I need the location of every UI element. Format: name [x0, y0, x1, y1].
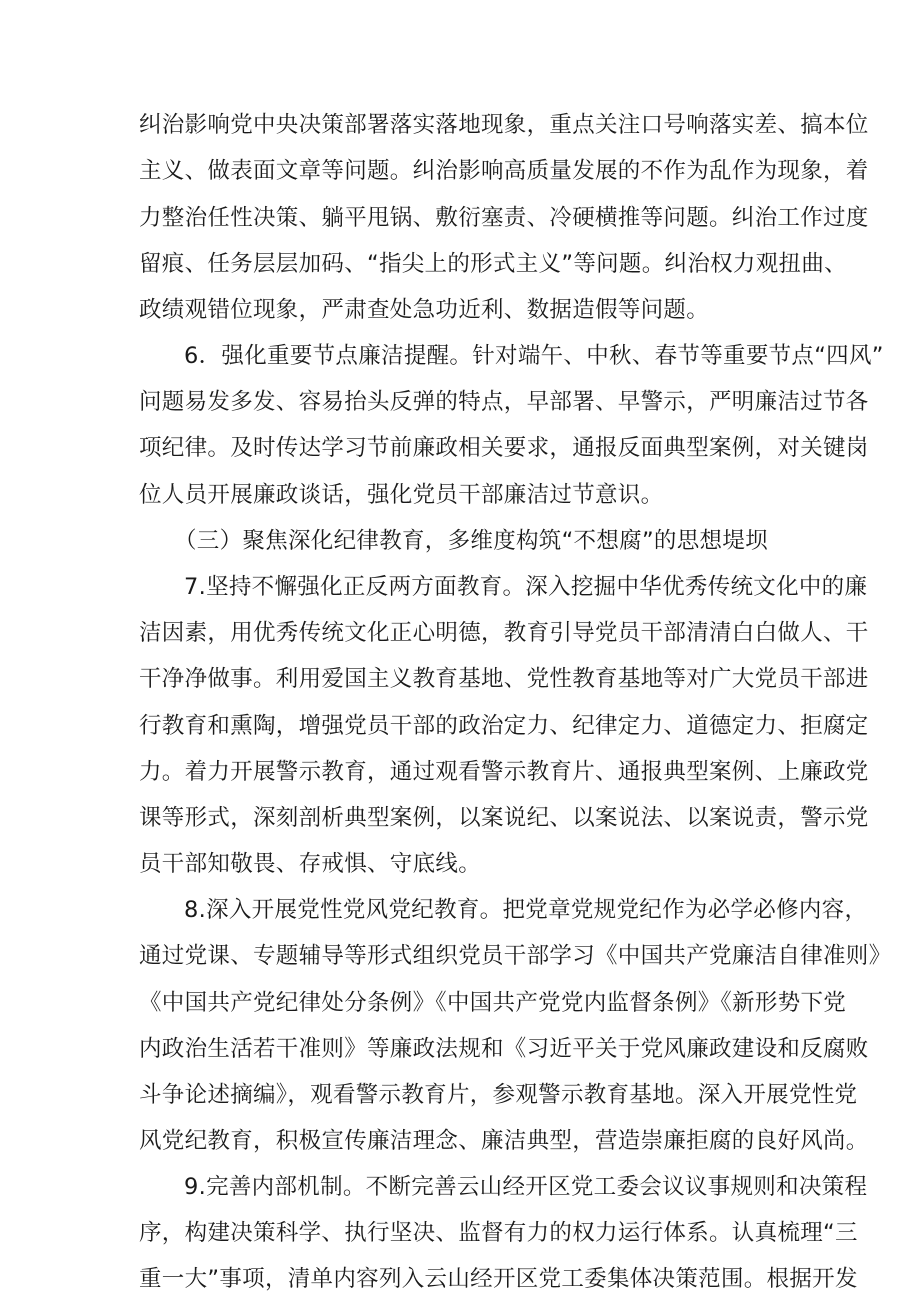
text-line-22: 斗争论述摘编》，观看警示教育片，参观警示教育基地。深入开展党性党 [139, 1082, 858, 1108]
text-line-14: 行教育和熏陶，增强党员干部的政治定力、纪律定力、道德定力、拒腐定 [139, 713, 869, 739]
text-line-26: 重一大”事项，清单内容列入云山经开区党工委集体决策范围。根据开发 [139, 1266, 858, 1292]
text-line-21: 内政治生活若干准则》等廉政法规和《习近平关于党风廉政建设和反腐败 [139, 1036, 869, 1062]
text-line-11: 7.坚持不懈强化正反两方面教育。深入挖掘中华优秀传统文化中的廉 [184, 574, 868, 600]
text-line-5: 政绩观错位现象，严肃查处急功近利、数据造假等问题。 [139, 297, 710, 323]
text-line-20: 《中国共产党纪律处分条例》《中国共产党党内监督条例》《新形势下党 [139, 990, 847, 1016]
text-line-17: 员干部知敬畏、存戒惧、守底线。 [139, 851, 482, 877]
text-line-4: 留痕、任务层层加码、“指尖上的形式主义”等问题。纠治权力观扭曲、 [139, 251, 847, 277]
text-line-23: 风党纪教育，积极宣传廉洁理念、廉洁典型，营造崇廉拒腐的良好风尚。 [139, 1128, 869, 1154]
text-line-9: 位人员开展廉政谈话，强化党员干部廉洁过节意识。 [139, 482, 664, 508]
text-line-2: 主义、做表面文章等问题。纠治影响高质量发展的不作为乱作为现象，着 [139, 158, 869, 184]
text-line-13: 干净净做事。利用爱国主义教育基地、党性教育基地等对广大党员干部进 [139, 666, 869, 692]
text-line-19: 通过党课、专题辅导等形式组织党员干部学习《中国共产党廉洁自律准则》 [139, 943, 892, 969]
text-line-1: 纠治影响党中央决策部署落实落地现象，重点关注口号响落实差、搞本位 [139, 112, 869, 138]
text-line-12: 洁因素，用优秀传统文化正心明德，教育引导党员干部清清白白做人、干 [139, 620, 869, 646]
text-line-24: 9.完善内部机制。不断完善云山经开区党工委会议议事规则和决策程 [184, 1174, 868, 1200]
text-line-8: 项纪律。及时传达学习节前廉政相关要求，通报反面典型案例，对关键岗 [139, 435, 869, 461]
text-line-15: 力。着力开展警示教育，通过观看警示教育片、通报典型案例、上廉政党 [139, 759, 869, 785]
text-line-25: 序，构建决策科学、执行坚决、监督有力的权力运行体系。认真梳理“三 [139, 1220, 858, 1246]
text-line-16: 课等形式，深刻剖析典型案例，以案说纪、以案说法、以案说责，警示党 [139, 805, 869, 831]
text-line-18: 8.深入开展党性党风党纪教育。把党章党规党纪作为必学必修内容， [184, 897, 868, 923]
text-line-7: 问题易发多发、容易抬头反弹的特点，早部署、早警示，严明廉洁过节各 [139, 389, 869, 415]
text-line-3: 力整治任性决策、躺平甩锅、敷衍塞责、冷硬横推等问题。纠治工作过度 [139, 205, 869, 231]
section-heading: （三）聚焦深化纪律教育，多维度构筑“不想腐”的思想堤坝 [174, 528, 768, 554]
text-line-6: 6．强化重要节点廉洁提醒。针对端午、中秋、春节等重要节点“四风” [184, 343, 884, 369]
